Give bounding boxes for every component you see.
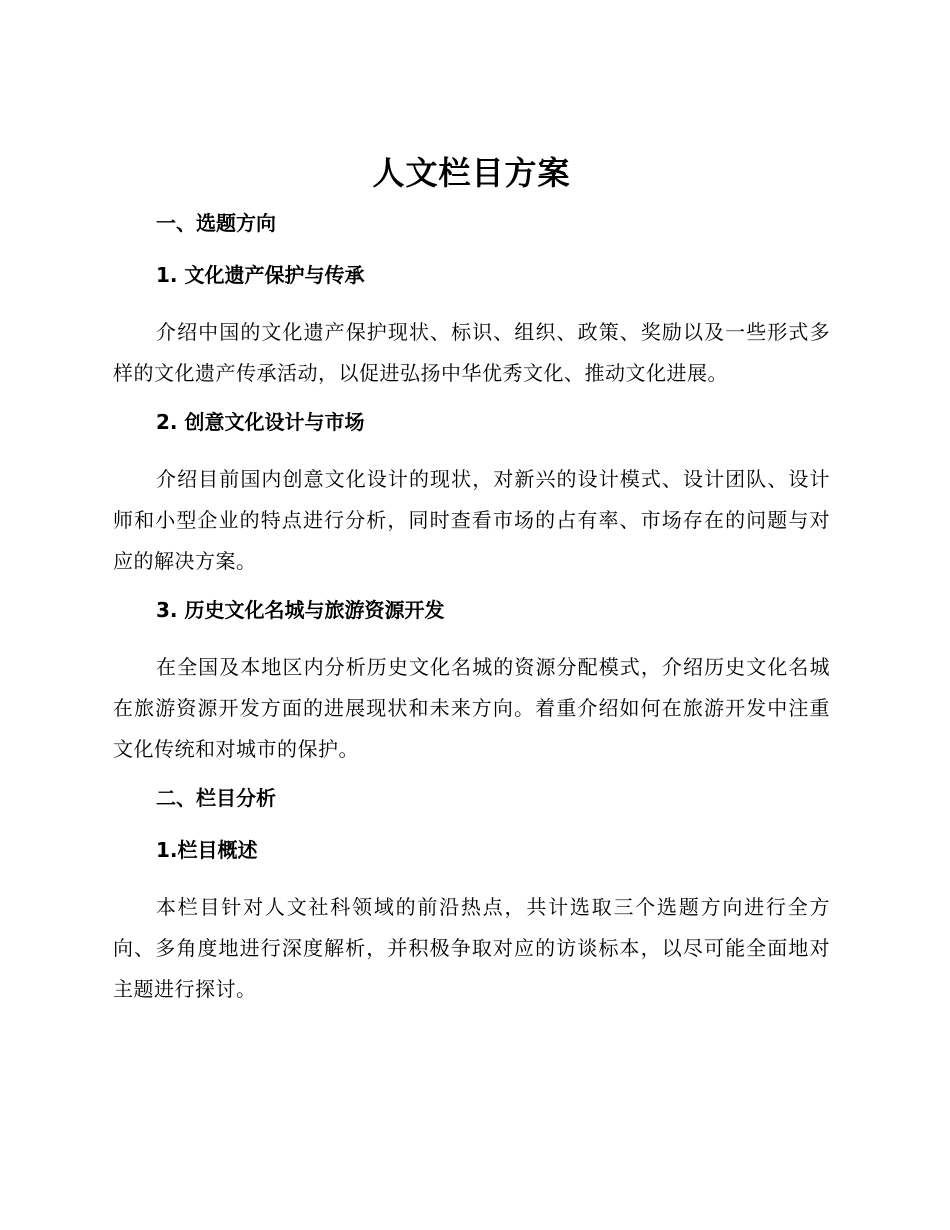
document-page	[113, 148, 830, 1023]
subsection-creative-design	[113, 407, 830, 582]
subsection-historic-cities	[113, 595, 830, 770]
section-heading: 二、栏目分析	[156, 786, 276, 810]
document-title: 人文栏目方案	[372, 154, 571, 192]
paragraph: 本栏目针对人文社科领域的前沿热点，共计选取三个选题方向进行全方向、多角度地进行深度解析，并积极争取对应的访谈标本，以尽可能全面地对主题进行探讨。	[113, 895, 830, 1001]
paragraph: 在全国及本地区内分析历史文化名城的资源分配模式，介绍历史文化名城在旅游资源开发方面的进展现状和未来方向。着重介绍如何在旅游开发中注重文化传统和对城市的保护。	[113, 655, 830, 761]
subsection-heritage	[113, 260, 830, 394]
section-column-analysis	[113, 783, 830, 1010]
subsection-heading: 1.栏目概述	[156, 838, 258, 862]
subsection-heading: 3. 历史文化名城与旅游资源开发	[156, 598, 445, 622]
subsection-overview	[113, 835, 830, 1010]
paragraph: 介绍中国的文化遗产保护现状、标识、组织、政策、奖励以及一些形式多样的文化遗产传承活动，以促进弘扬中华优秀文化、推动文化进展。	[113, 320, 830, 385]
section-topic-direction	[113, 208, 830, 770]
paragraph: 介绍目前国内创意文化设计的现状，对新兴的设计模式、设计团队、设计师和小型企业的特点进行分析，同时查看市场的占有率、市场存在的问题与对应的解决方案。	[113, 467, 830, 573]
subsection-heading: 1. 文化遗产保护与传承	[156, 263, 365, 287]
subsection-heading: 2. 创意文化设计与市场	[156, 410, 365, 434]
section-heading: 一、选题方向	[156, 211, 276, 235]
